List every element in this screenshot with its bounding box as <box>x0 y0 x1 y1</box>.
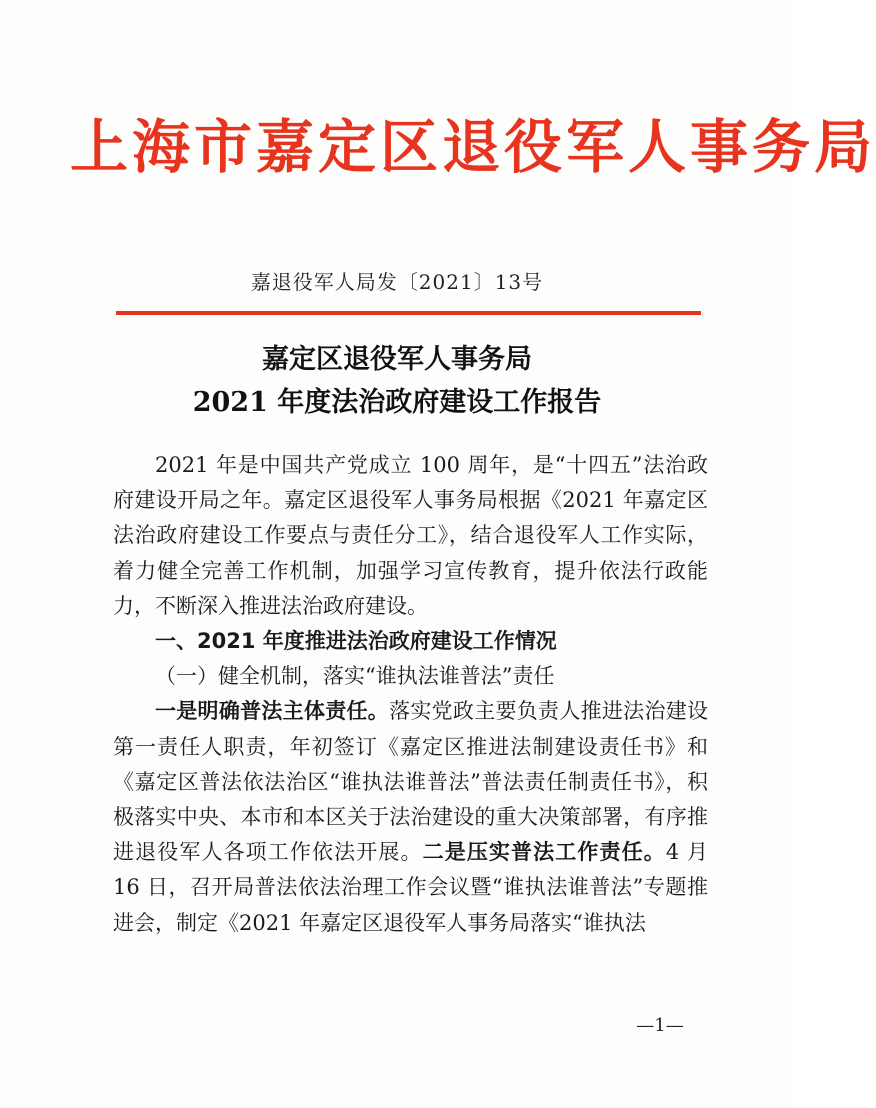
subsection-heading: （一）健全机制，落实“谁执法谁普法”责任 <box>155 664 555 689</box>
red-divider-line <box>116 311 701 315</box>
point-text: 落实党政主要负责人推进法治建设第一责任人职责，年初签订《嘉定区推进法制建设责任书》和《嘉定区普法依法治区“谁执法谁普法”普法责任制责任书》，积极落实中央、本市和本区关于法治建设的重大决策部署，有序推进退役军人各项工作依法开展。 <box>113 699 709 865</box>
report-body <box>113 448 708 941</box>
intro-paragraph: 2021 年是中国共产党成立 100 周年，是“十四五”法治政府建设开局之年。嘉定区退役军人事务局根据《2021 年嘉定区法治政府建设工作要点与责任分工》，结合退役军人工作实际，着力健全完善工作机制，加强学习宣传教育，提升依法行政能力，不断深入推进法治政府建设。 <box>113 453 708 618</box>
section-heading: 一、2021 年度推进法治政府建设工作情况 <box>155 629 557 654</box>
point-text: 4 月 16 日，召开局普法依法治理工作会议暨“谁执法谁普法”专题推进会，制定《2021 年嘉定区退役军人事务局落实“谁执法 <box>113 840 708 935</box>
report-title-line1: 嘉定区退役军人事务局 <box>262 344 532 375</box>
org-masthead: 上海市嘉定区退役军人事务局 <box>70 113 876 181</box>
point-label: 二是压实普法工作责任。 <box>422 840 666 865</box>
body-paragraph <box>113 694 708 940</box>
report-title-line2: 2021 年度法治政府建设工作报告 <box>192 387 602 418</box>
point-label: 一是明确普法主体责任。 <box>155 699 390 724</box>
page-number: —1— <box>636 1015 684 1036</box>
document-number: 嘉退役军人局发〔2021〕13号 <box>250 270 544 294</box>
